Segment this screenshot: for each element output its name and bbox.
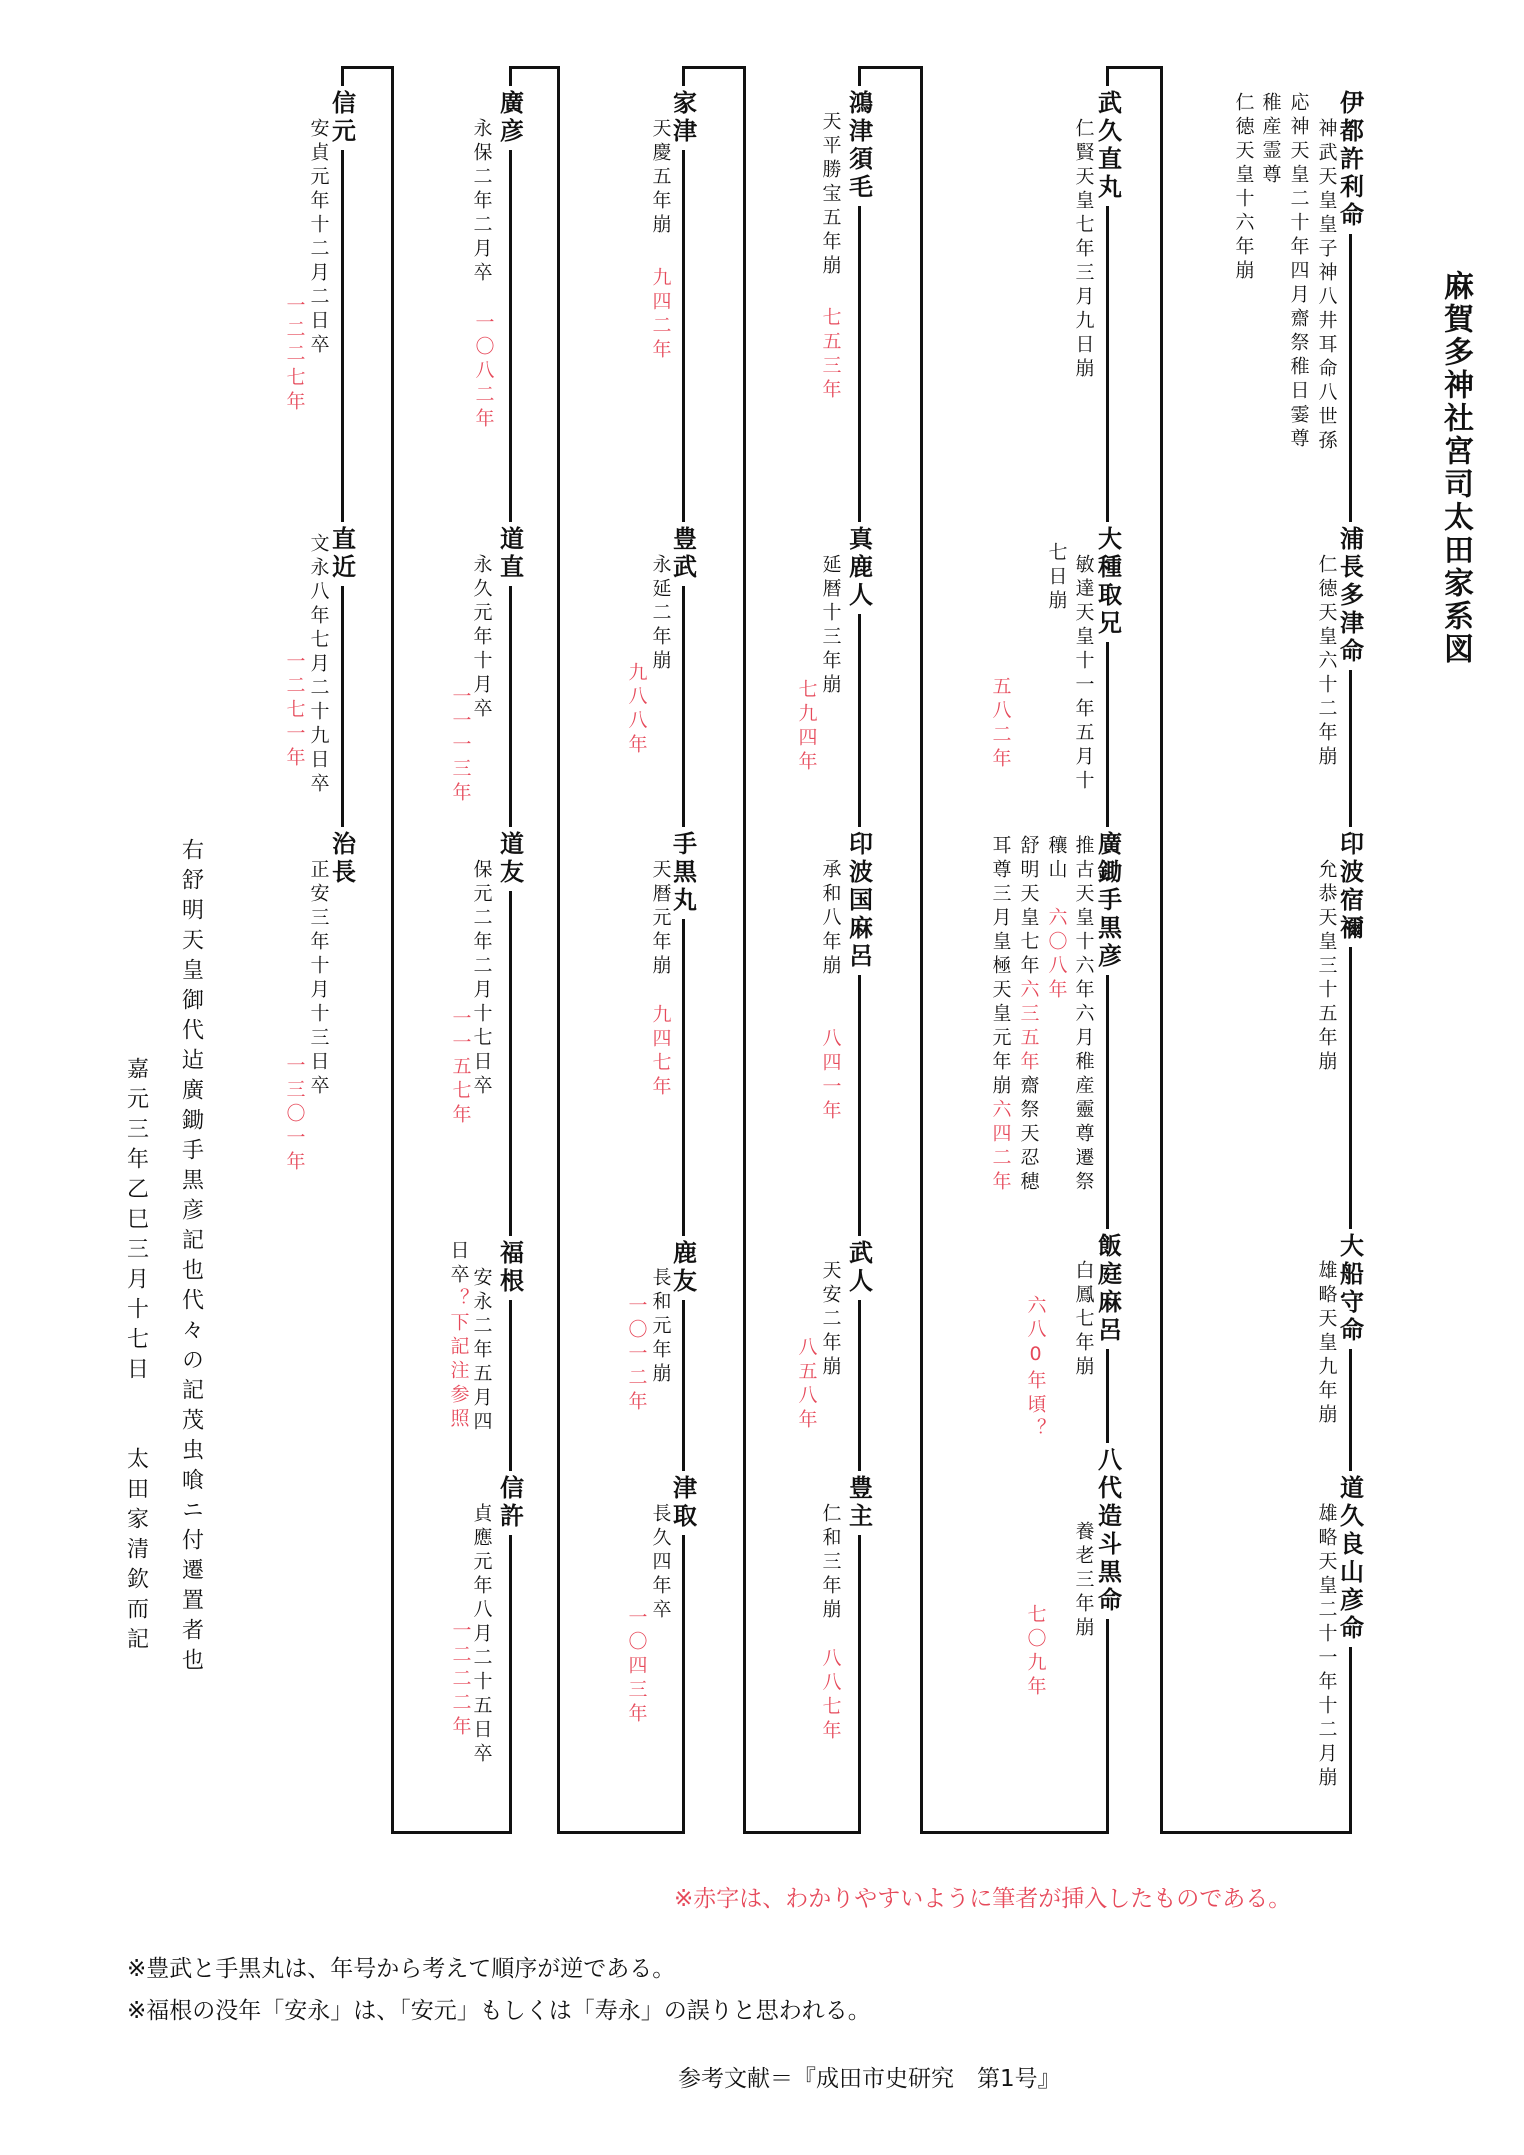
- western-year: 六三五年: [1017, 979, 1040, 1075]
- person-name: 道友: [493, 827, 528, 891]
- line-bottom-5-6: [391, 1831, 512, 1834]
- person-note: 天暦元年崩: [649, 859, 672, 979]
- person-name: 直近: [325, 522, 360, 586]
- person-name: 八代造斗黒命: [1091, 1443, 1126, 1619]
- western-year: 九八八年: [625, 662, 648, 758]
- western-year: 七五三年: [819, 307, 842, 403]
- line-top-6: [341, 66, 394, 69]
- colophon-date: 嘉元三年乙巳三月十七日: [123, 1057, 149, 1387]
- note-text: 日卒: [447, 1240, 470, 1288]
- annotation-see-below: ？下記注参照: [447, 1288, 470, 1432]
- person-note: 延暦十三年崩: [819, 554, 842, 698]
- line-bottom-2-3: [920, 1831, 1109, 1834]
- note-text: 穰山: [1045, 835, 1068, 883]
- western-year: 九四二年: [649, 267, 672, 363]
- person-note: 長久四年卒: [649, 1503, 672, 1623]
- western-year: 一一一三年: [449, 686, 472, 806]
- line-col5: [509, 66, 512, 1834]
- footnote-order: ※豊武と手黒丸は、年号から考えて順序が逆である。: [127, 1956, 676, 1982]
- red-text-note: ※赤字は、わかりやすいように筆者が挿入したものである。: [674, 1886, 1292, 1912]
- person-note: 承和八年崩: [819, 859, 842, 979]
- western-year: 一三〇一年: [283, 1055, 306, 1175]
- western-year: 一二二七年: [283, 295, 306, 415]
- person-note: 仁賢天皇七年三月九日崩: [1072, 118, 1095, 382]
- person-note: 敏達天皇十一年五月十: [1072, 554, 1095, 794]
- reference: 参考文献＝『成田市史研究 第1号』: [678, 2066, 1061, 2092]
- person-name: 真鹿人: [842, 522, 877, 614]
- person-note: 安貞元年十二月二日卒: [307, 118, 330, 358]
- line-connector-4-5: [557, 66, 560, 1834]
- person-name: 大種取兄: [1091, 522, 1126, 642]
- western-year: 六四二年: [989, 1099, 1012, 1195]
- person-note: 白鳳七年崩: [1072, 1260, 1095, 1380]
- person-name: 福根: [493, 1236, 528, 1300]
- western-year: 一〇四三年: [625, 1607, 648, 1727]
- person-name: 豊武: [666, 522, 701, 586]
- person-note: 雄略天皇二十一年十二月崩: [1315, 1503, 1338, 1791]
- person-note: [1016, 835, 1043, 1195]
- person-note: [1044, 835, 1071, 1003]
- person-note: 稚産霊尊: [1259, 92, 1282, 188]
- person-note: 貞應元年八月二十五日卒: [470, 1503, 493, 1767]
- person-name: 治長: [325, 827, 360, 891]
- western-year: 八五八年: [795, 1337, 818, 1433]
- line-top-4: [682, 66, 746, 69]
- person-note: 保元二年二月十七日卒: [470, 859, 493, 1099]
- person-name: 大船守命: [1333, 1229, 1368, 1349]
- colophon-signature: [121, 1057, 152, 1657]
- person-note: 応神天皇二十年四月齋祭稚日霎尊: [1287, 92, 1310, 452]
- person-note: 安永二年五月四: [470, 1267, 493, 1435]
- person-name: 浦長多津命: [1333, 522, 1368, 670]
- person-note: 養老三年崩: [1072, 1521, 1095, 1641]
- person-name: 武人: [842, 1236, 877, 1300]
- line-top-2: [1106, 66, 1163, 69]
- person-name: 信許: [493, 1471, 528, 1535]
- person-note: [446, 1240, 473, 1432]
- colophon-author: 太田家清欽而記: [123, 1447, 149, 1657]
- page-title: 麻賀多神社宮司太田家系図: [1438, 270, 1473, 666]
- person-name: 鴻津須毛: [842, 86, 877, 206]
- colophon-line: 右舒明天皇御代迠廣鋤手黒彦記也代々の記茂虫喰ニ付遷置者也: [178, 838, 204, 1678]
- line-connector-1-2: [1160, 66, 1163, 1834]
- line-bottom-1-2: [1160, 1831, 1352, 1834]
- footnote-era: ※福根の没年「安永」は、「安元」もしくは「寿永」の誤りと思われる。: [127, 1998, 871, 2024]
- person-note: 允恭天皇三十五年崩: [1315, 859, 1338, 1075]
- person-name: 家津: [666, 86, 701, 150]
- line-connector-2-3: [920, 66, 923, 1834]
- line-col4: [682, 66, 685, 1834]
- western-year: 六八0年頃？: [1024, 1295, 1047, 1442]
- person-note: 神武天皇皇子神八井耳命八世孫: [1315, 118, 1338, 454]
- person-note: 雄略天皇九年崩: [1315, 1260, 1338, 1428]
- western-year: 七〇九年: [1024, 1604, 1047, 1700]
- note-text: 舒明天皇七年: [1017, 835, 1040, 979]
- person-note: 天安二年崩: [819, 1260, 842, 1380]
- western-year: 一二二二年: [449, 1620, 472, 1740]
- person-name: 鹿友: [666, 1236, 701, 1300]
- person-name: 廣鋤手黒彦: [1091, 827, 1126, 975]
- western-year: 八八七年: [819, 1648, 842, 1744]
- note-text: 耳尊三月皇極天皇元年崩: [989, 835, 1012, 1099]
- person-note: 仁徳天皇六十二年崩: [1315, 554, 1338, 770]
- line-top-3: [858, 66, 923, 69]
- person-name: 武久直丸: [1091, 86, 1126, 206]
- line-connector-5-6: [391, 66, 394, 1834]
- western-year: 一〇八二年: [472, 312, 495, 432]
- person-name: 豊主: [842, 1471, 877, 1535]
- person-note: 文永八年七月二十九日卒: [307, 533, 330, 797]
- line-connector-3-4: [743, 66, 746, 1834]
- person-name: 津取: [666, 1471, 701, 1535]
- person-note: 正安三年十月十三日卒: [307, 859, 330, 1099]
- western-year: 八四一年: [819, 1028, 842, 1124]
- line-col6: [341, 66, 344, 836]
- line-top-5: [509, 66, 560, 69]
- western-year: 一一五七年: [449, 1008, 472, 1128]
- line-bottom-4-5: [557, 1831, 685, 1834]
- person-note: 永保二年二月卒: [470, 118, 493, 286]
- person-note: 七日崩: [1045, 542, 1068, 614]
- person-name: 手黒丸: [666, 827, 701, 919]
- person-name: 印波国麻呂: [842, 827, 877, 975]
- person-note: 長和元年崩: [649, 1267, 672, 1387]
- western-year: 七九四年: [795, 679, 818, 775]
- person-note: 永久元年十月卒: [470, 554, 493, 722]
- western-year: 五八二年: [989, 676, 1012, 772]
- person-name: 信元: [325, 86, 360, 150]
- western-year: 一二七一年: [283, 651, 306, 771]
- person-name: 印波宿禰: [1333, 827, 1368, 947]
- person-note: 天慶五年崩: [649, 118, 672, 238]
- person-note: 永延二年崩: [649, 554, 672, 674]
- person-note: 仁徳天皇十六年崩: [1232, 92, 1255, 284]
- person-note: 仁和三年崩: [819, 1503, 842, 1623]
- person-name: 飯庭麻呂: [1091, 1229, 1126, 1349]
- note-text: 齋祭天忍穂: [1017, 1075, 1040, 1195]
- western-year: 六〇八年: [1045, 907, 1068, 1003]
- person-name: 道直: [493, 522, 528, 586]
- person-name: 伊都許利命: [1333, 86, 1368, 234]
- person-name: 廣彦: [493, 86, 528, 150]
- person-note: 天平勝宝五年崩: [819, 111, 842, 279]
- western-year: 九四七年: [649, 1004, 672, 1100]
- person-note: 推古天皇十六年六月稚産靈尊遷祭: [1072, 835, 1095, 1195]
- person-name: 道久良山彦命: [1333, 1471, 1368, 1647]
- line-bottom-3-4: [743, 1831, 861, 1834]
- western-year: 一〇一二年: [625, 1295, 648, 1415]
- person-note: [988, 835, 1015, 1195]
